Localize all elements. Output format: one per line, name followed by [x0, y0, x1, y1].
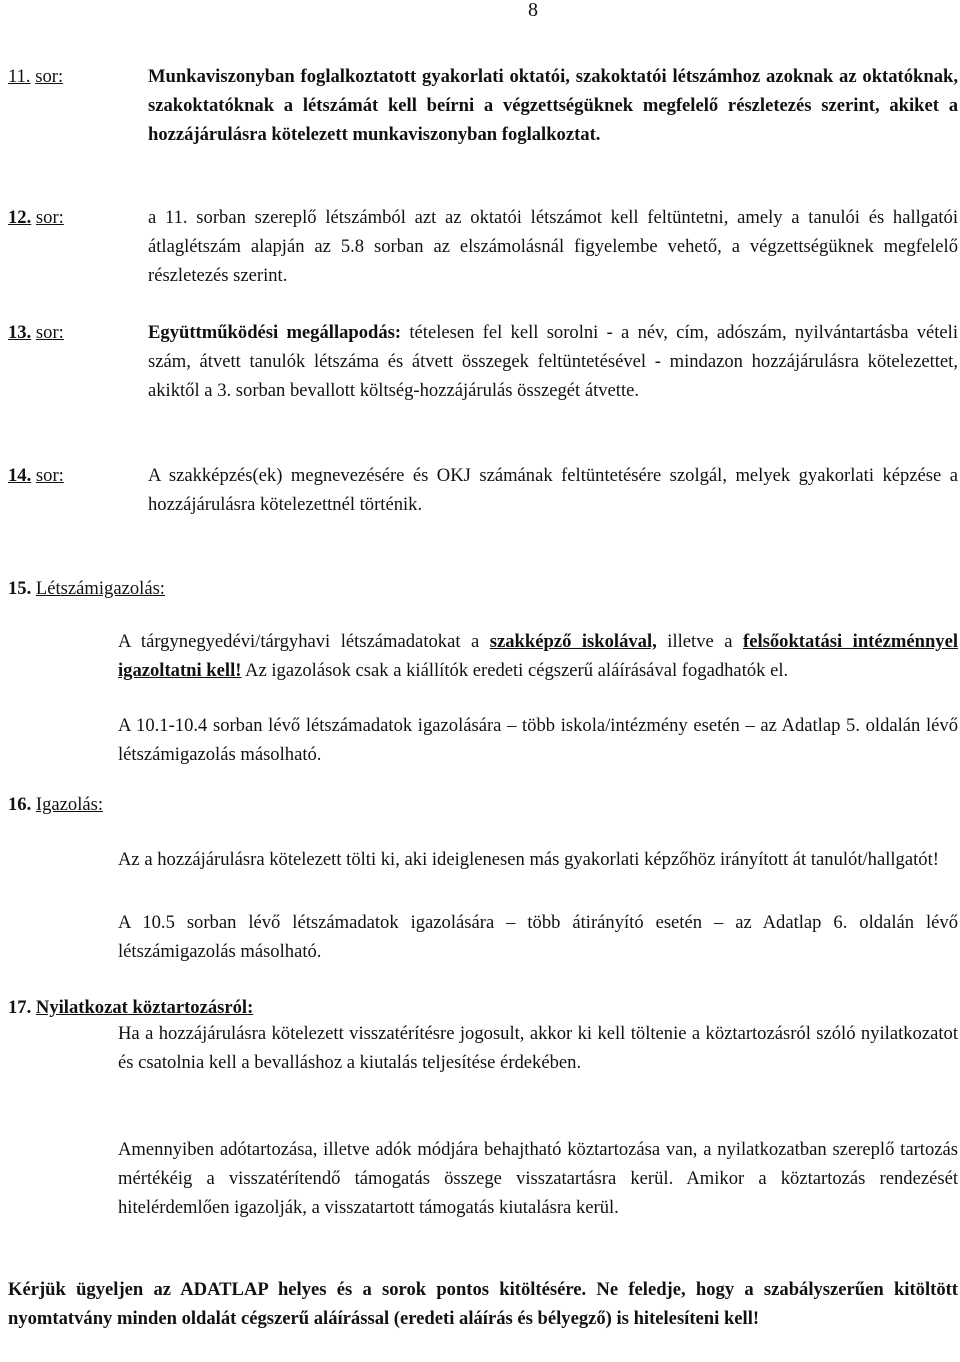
row-word: sor:	[35, 207, 64, 228]
section-title: Létszámigazolás:	[35, 578, 165, 599]
row-text	[148, 203, 958, 290]
row-number: 12.	[8, 207, 32, 228]
row-number: 14.	[8, 465, 32, 486]
section-15-paragraph-1	[118, 627, 958, 685]
row-rest: A szakképzés(ek) megnevezésére és OKJ számának feltüntetésére szolgál, melyek gyakorlati képzése a hozzájárulásra kötelezettnél történik.	[148, 465, 958, 515]
row-11	[8, 62, 958, 149]
section-16-paragraph-2	[118, 908, 958, 966]
row-word: sor:	[35, 66, 64, 87]
section-16-paragraph-1	[118, 845, 958, 874]
section-title: Nyilatkozat köztartozásról:	[35, 997, 254, 1018]
row-text	[148, 62, 958, 149]
row-rest: tételesen fel kell sorolni - a név, cím, adószám, nyilvántartásba vételi szám, átvett tanulók létszáma és átvett összegek feltüntetésével - mindazon hozzájárulásra kötelezettet, akiktől a 3. sorban bevallott költség-hozzájárulás összegét átvette.	[148, 322, 959, 401]
section-15-paragraph-2	[118, 711, 958, 769]
row-number: 13.	[8, 322, 32, 343]
row-14	[8, 461, 958, 519]
text-run: illetve a	[656, 631, 743, 652]
row-rest: a 11. sorban szereplő létszámból azt az oktatói létszámot kell feltüntetni, amely a tanulói és hallgatói átlaglétszám alapján az 5.8 sorban az elszámolásnál figyelembe vehető, a végzettségüknek megfelelő részletezés szerint.	[148, 207, 958, 286]
row-label	[8, 203, 143, 232]
row-lead: Együttműködési megállapodás:	[148, 322, 402, 343]
section-title: Igazolás:	[35, 794, 104, 815]
section-17-paragraph-1	[118, 1019, 958, 1077]
row-label	[8, 318, 143, 347]
text-run: Az igazolások csak a kiállítók eredeti cégszerű aláírásával fogadhatók el.	[241, 660, 789, 681]
section-number: 15.	[8, 578, 32, 599]
row-word: sor:	[35, 322, 64, 343]
row-label	[8, 461, 143, 490]
row-12	[8, 203, 958, 290]
paragraph-text: Amennyiben adótartozása, illetve adók módjára behajtható köztartozása van, a nyilatkozatban szereplő tartozás mértékéig a visszatérítendő támogatás összege visszatartásra kerül. Amikor a köztartozás rendezését hitelérdemlően igazolják, a visszatartott támogatás kiutalásra kerül.	[118, 1139, 958, 1218]
text-run-emphasis: szakképző iskolával,	[489, 631, 657, 652]
paragraph-text: Az a hozzájárulásra kötelezett tölti ki, aki ideiglenesen más gyakorlati képzőhöz irányított át tanulót/hallgatót!	[118, 849, 939, 870]
row-label	[8, 62, 143, 91]
section-15-heading	[8, 574, 165, 603]
section-number: 16.	[8, 794, 32, 815]
paragraph-text: A 10.1-10.4 sorban lévő létszámadatok igazolására – több iskola/intézmény esetén – az Adatlap 5. oldalán lévő létszámigazolás másolható.	[118, 715, 958, 765]
row-text	[148, 318, 958, 405]
row-text	[148, 461, 958, 519]
paragraph-text: A 10.5 sorban lévő létszámadatok igazolására – több átirányító esetén – az Adatlap 6. oldalán lévő létszámigazolás másolható.	[118, 912, 958, 962]
section-number: 17.	[8, 997, 32, 1018]
closing-notice: Kérjük ügyeljen az ADATLAP helyes és a sorok pontos kitöltésére. Ne feledje, hogy a szabályszerűen kitöltött nyomtatvány minden oldalát cégszerű aláírással (eredeti aláírás és bélyegző) is hitelesíteni kell!	[8, 1279, 958, 1329]
row-number: 11.	[8, 66, 31, 87]
section-17-paragraph-2	[118, 1135, 958, 1222]
text-run: A tárgynegyedévi/tárgyhavi létszámadatokat a	[118, 631, 490, 652]
row-word: sor:	[35, 465, 64, 486]
text-run-emphasis: felsőoktatási intézménnyel igazoltatni kell!	[118, 631, 959, 681]
page-number: 8	[528, 0, 538, 21]
section-16-heading	[8, 790, 103, 819]
row-13	[8, 318, 958, 405]
section-17-heading	[8, 993, 253, 1022]
row-lead: Munkaviszonyban foglalkoztatott gyakorlati oktatói, szakoktatói létszámhoz azoknak az oktatóknak, szakoktatóknak a létszámát kell beírni a végzettségüknek megfelelő részletezés szerint, akiket a hozzájárulásra kötelezett munkaviszonyban foglalkoztat.	[148, 66, 958, 145]
paragraph-text: Ha a hozzájárulásra kötelezett visszatérítésre jogosult, akkor ki kell töltenie a köztartozásról szóló nyilatkozatot és csatolnia kell a bevalláshoz a kiutalás teljesítése érdekében.	[118, 1023, 958, 1073]
